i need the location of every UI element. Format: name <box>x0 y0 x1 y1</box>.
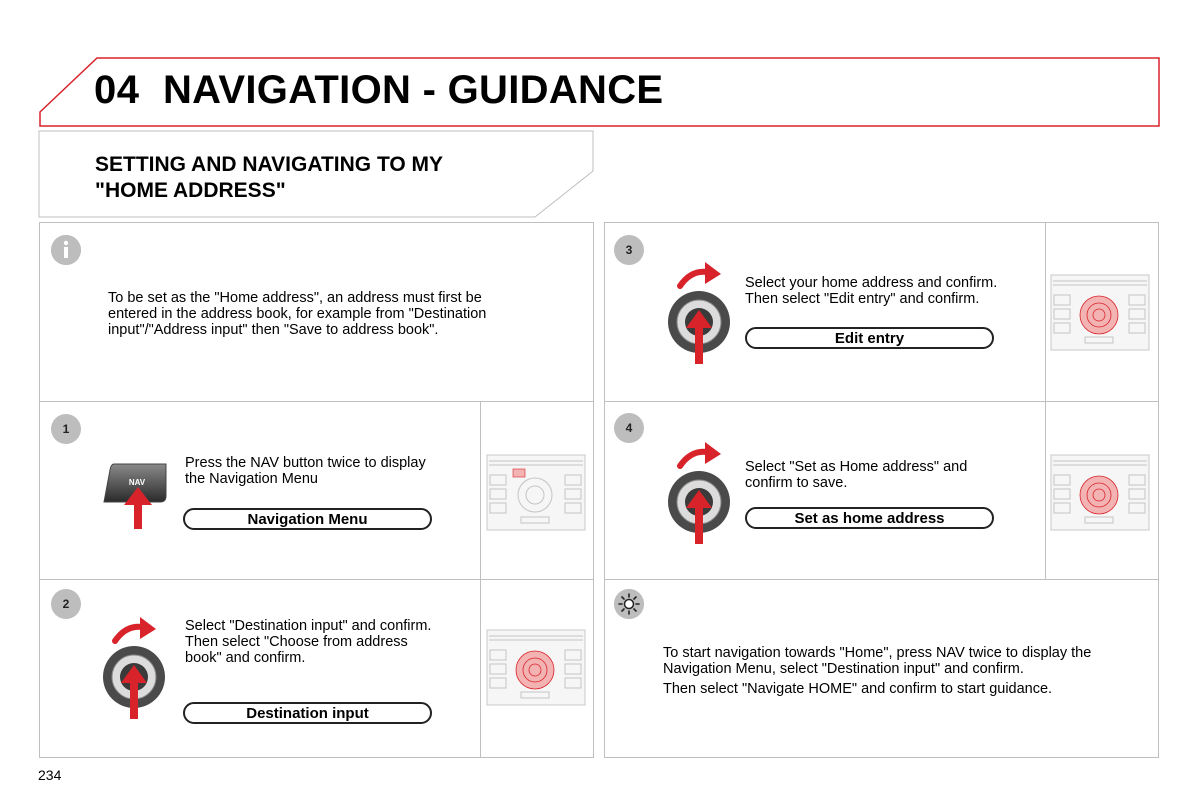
edit-entry-label: Edit entry <box>745 327 994 349</box>
info-icon <box>51 235 81 265</box>
set-as-home-address-label: Set as home address <box>745 507 994 529</box>
info-text: To be set as the "Home address", an address must first be entered in the address book, for example from "Destination input"/"Address input" then "Save to address book". <box>108 290 487 338</box>
step-number-badge: 4 <box>614 413 644 443</box>
radio-panel-nav-highlight-image <box>487 455 585 530</box>
tip-panel <box>604 579 1159 758</box>
chapter-title: NAVIGATION - GUIDANCE <box>163 68 664 112</box>
press-arrow-icon <box>123 487 153 529</box>
step-1-text: Press the NAV button twice to display the Navigation Menu <box>185 455 426 487</box>
radio-panel-knob-highlight-image <box>1051 455 1149 530</box>
tip-text: To start navigation towards "Home", press NAV twice to display the Navigation Menu, select "Destination input" and confirm. Then select "Navigate HOME" and confirm to start guidance. <box>663 645 1092 697</box>
rotary-knob-icon <box>665 440 735 545</box>
step-number-badge: 3 <box>614 235 644 265</box>
step-number-badge: 2 <box>51 589 81 619</box>
destination-input-label: Destination input <box>183 702 432 724</box>
radio-panel-knob-highlight-image <box>487 630 585 705</box>
section-title: SETTING AND NAVIGATING TO MY "HOME ADDRESS" <box>95 153 444 202</box>
step-3-text: Select your home address and confirm. Then select "Edit entry" and confirm. <box>745 275 998 307</box>
step-number-badge: 1 <box>51 414 81 444</box>
radio-panel-knob-highlight-image <box>1051 275 1149 350</box>
navigation-menu-label: Navigation Menu <box>183 508 432 530</box>
page-number: 234 <box>38 767 62 783</box>
step-4-text: Select "Set as Home address" and confirm to save. <box>745 459 968 491</box>
rotary-knob-icon <box>100 615 170 720</box>
chapter-number: 04 <box>94 68 140 112</box>
info-panel <box>39 222 594 402</box>
svg-text:NAV: NAV <box>128 478 146 487</box>
lightbulb-icon <box>614 589 644 619</box>
step-2-text: Select "Destination input" and confirm. Then select "Choose from address book" and confirm. <box>185 618 432 666</box>
rotary-knob-icon <box>665 260 735 365</box>
